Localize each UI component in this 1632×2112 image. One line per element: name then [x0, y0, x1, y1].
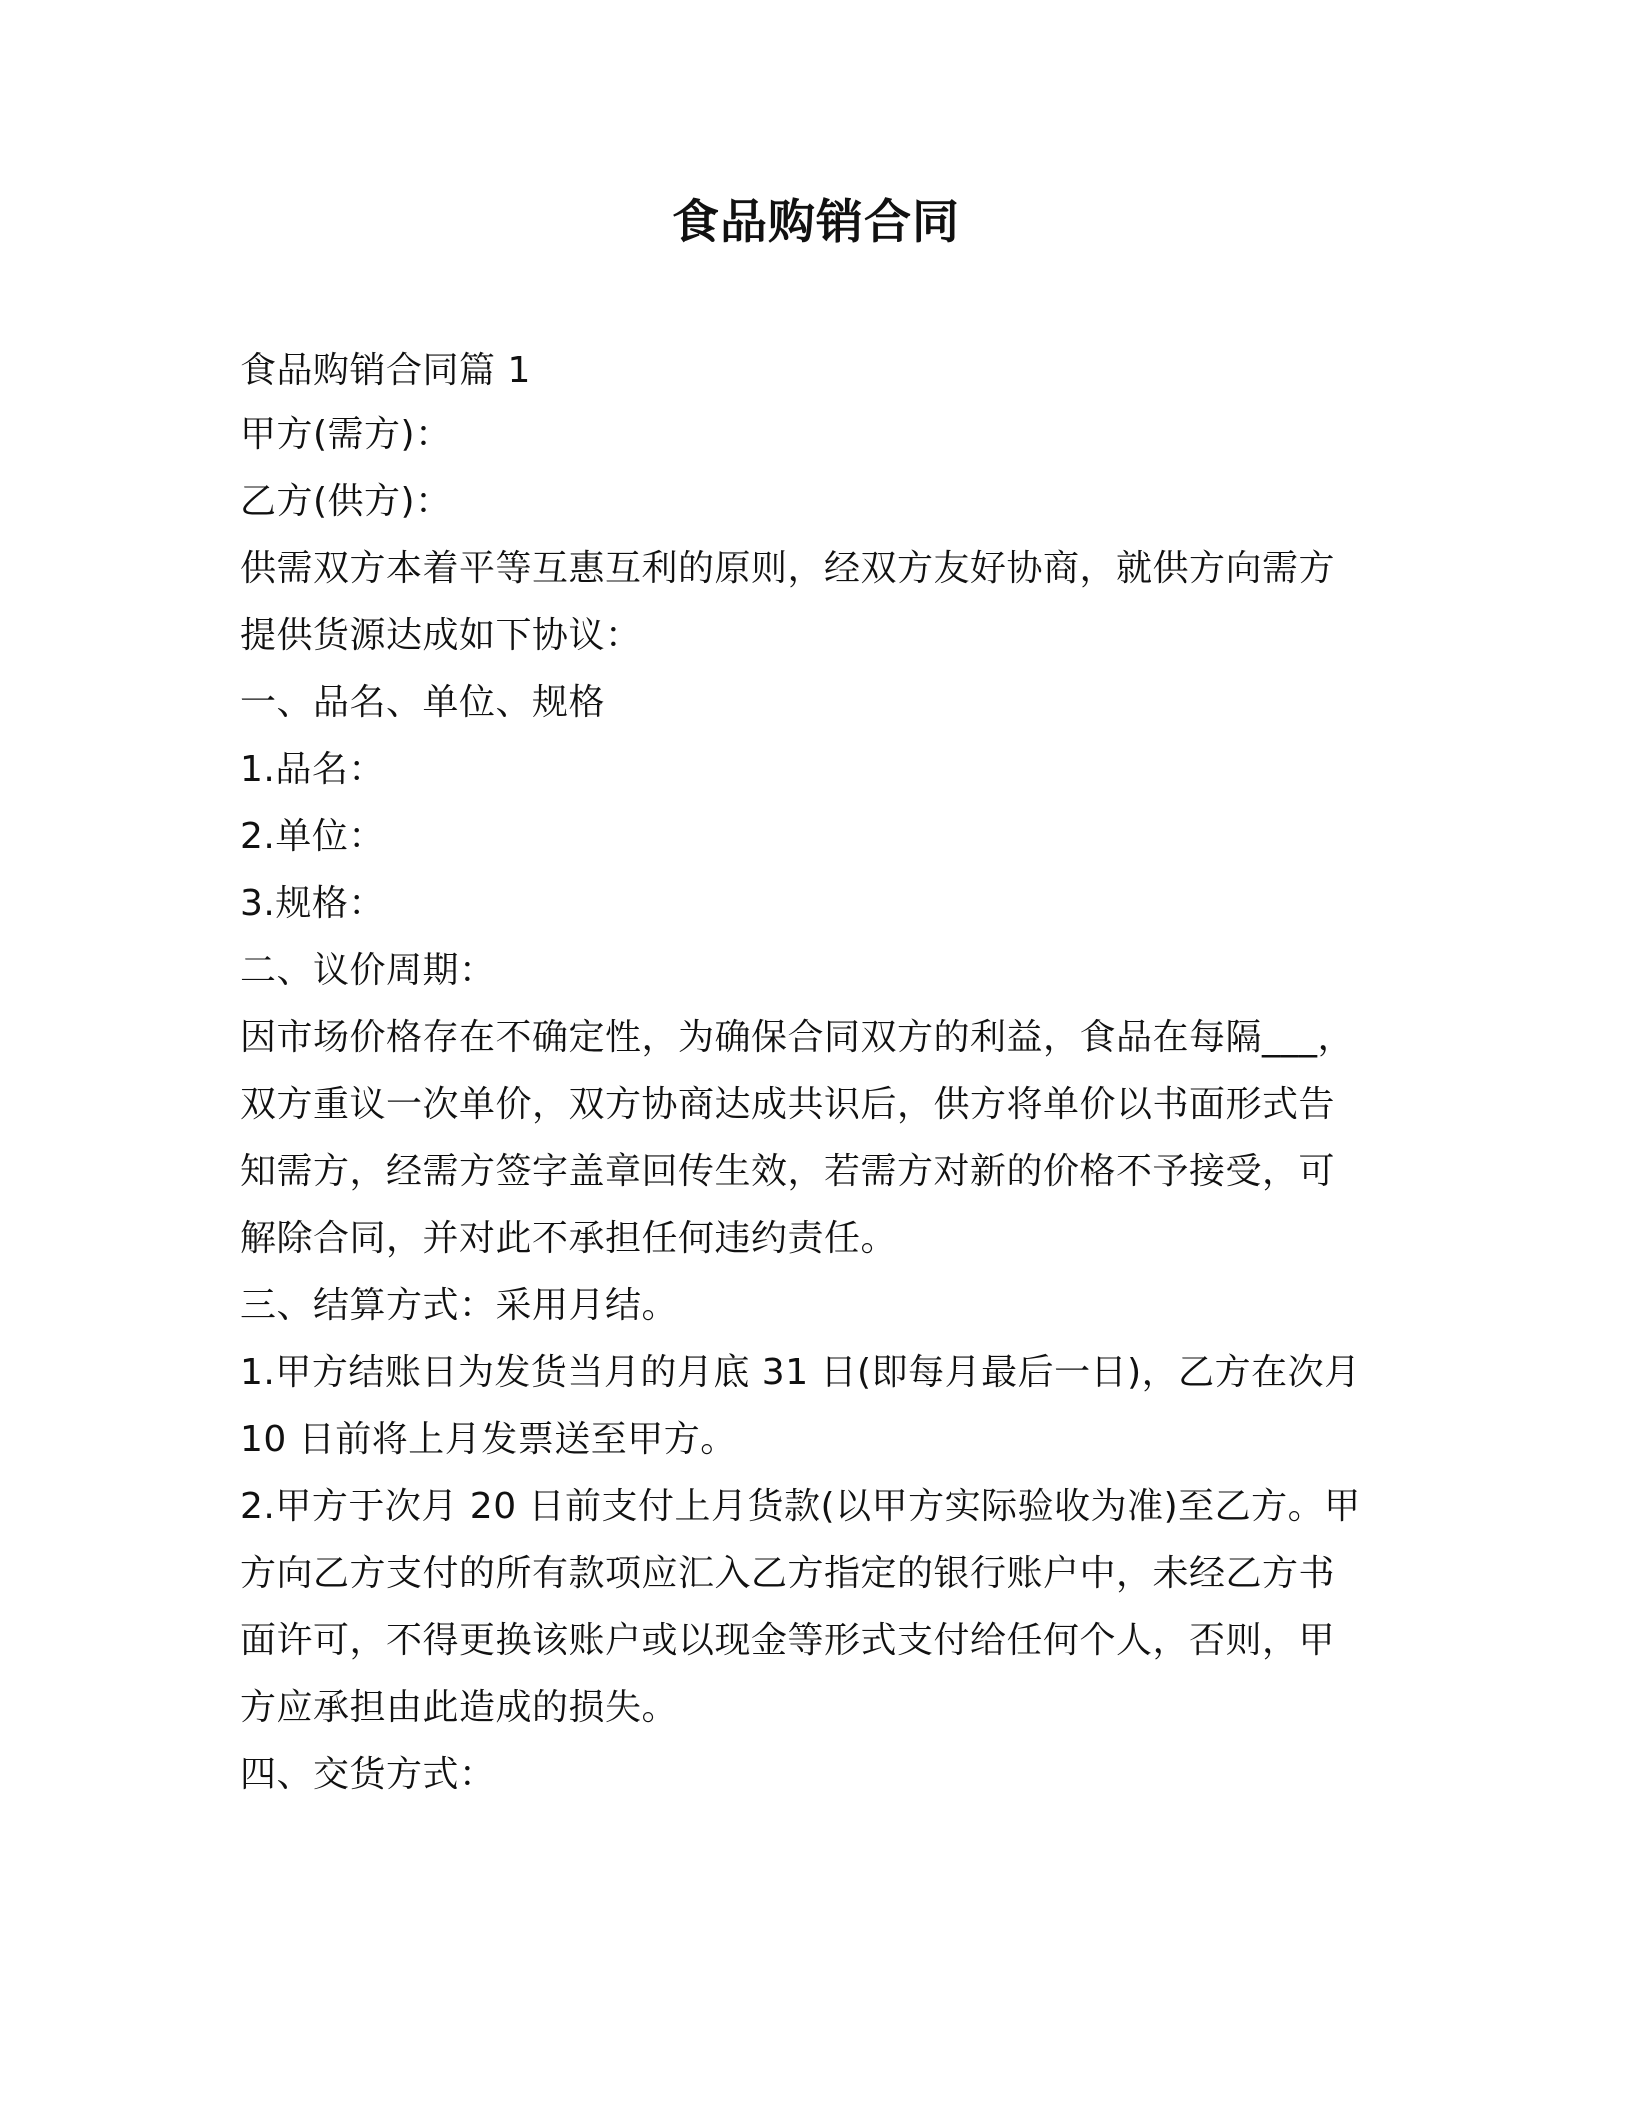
- paragraph-line: 双方重议一次单价，双方协商达成共识后，供方将单价以书面形式告: [240, 1084, 1336, 1125]
- paragraph-line: 1.甲方结账日为发货当月的月底 31 日(即每月最后一日)，乙方在次月: [240, 1352, 1361, 1393]
- paragraph-line: 2.甲方于次月 20 日前支付上月货款(以甲方实际验收为准)至乙方。甲: [240, 1486, 1361, 1527]
- paragraph-line: 面许可，不得更换该账户或以现金等形式支付给任何个人，否则，甲: [240, 1620, 1336, 1661]
- document-title: 食品购销合同: [672, 195, 960, 250]
- party-b-line: 乙方(供方)：: [240, 481, 452, 522]
- document-body: [240, 341, 1370, 1808]
- paragraph-line: 因市场价格存在不确定性，为确保合同双方的利益，食品在每隔___，: [240, 1017, 1355, 1058]
- clause-item: 2.单位：: [240, 816, 385, 857]
- section-heading: 食品购销合同篇 1: [240, 350, 531, 391]
- paragraph-line: 供需双方本着平等互惠互利的原则，经双方友好协商，就供方向需方: [240, 548, 1336, 589]
- paragraph-line: 10 日前将上月发票送至甲方。: [240, 1419, 737, 1460]
- paragraph-line: 提供货源达成如下协议：: [240, 615, 642, 656]
- clause-item: 3.规格：: [240, 883, 385, 924]
- clause-heading: 四、交货方式：: [240, 1754, 496, 1795]
- clause-heading: 一、品名、单位、规格: [240, 682, 606, 723]
- paragraph-line: 方向乙方支付的所有款项应汇入乙方指定的银行账户中，未经乙方书: [240, 1553, 1336, 1594]
- paragraph-line: 解除合同，并对此不承担任何违约责任。: [240, 1218, 898, 1259]
- clause-item: 1.品名：: [240, 749, 385, 790]
- paragraph-line: 知需方，经需方签字盖章回传生效，若需方对新的价格不予接受，可: [240, 1151, 1336, 1192]
- party-a-line: 甲方(需方)：: [240, 414, 452, 455]
- clause-heading: 二、议价周期：: [240, 950, 496, 991]
- clause-heading: 三、结算方式：采用月结。: [240, 1285, 679, 1326]
- paragraph-line: 方应承担由此造成的损失。: [240, 1687, 679, 1728]
